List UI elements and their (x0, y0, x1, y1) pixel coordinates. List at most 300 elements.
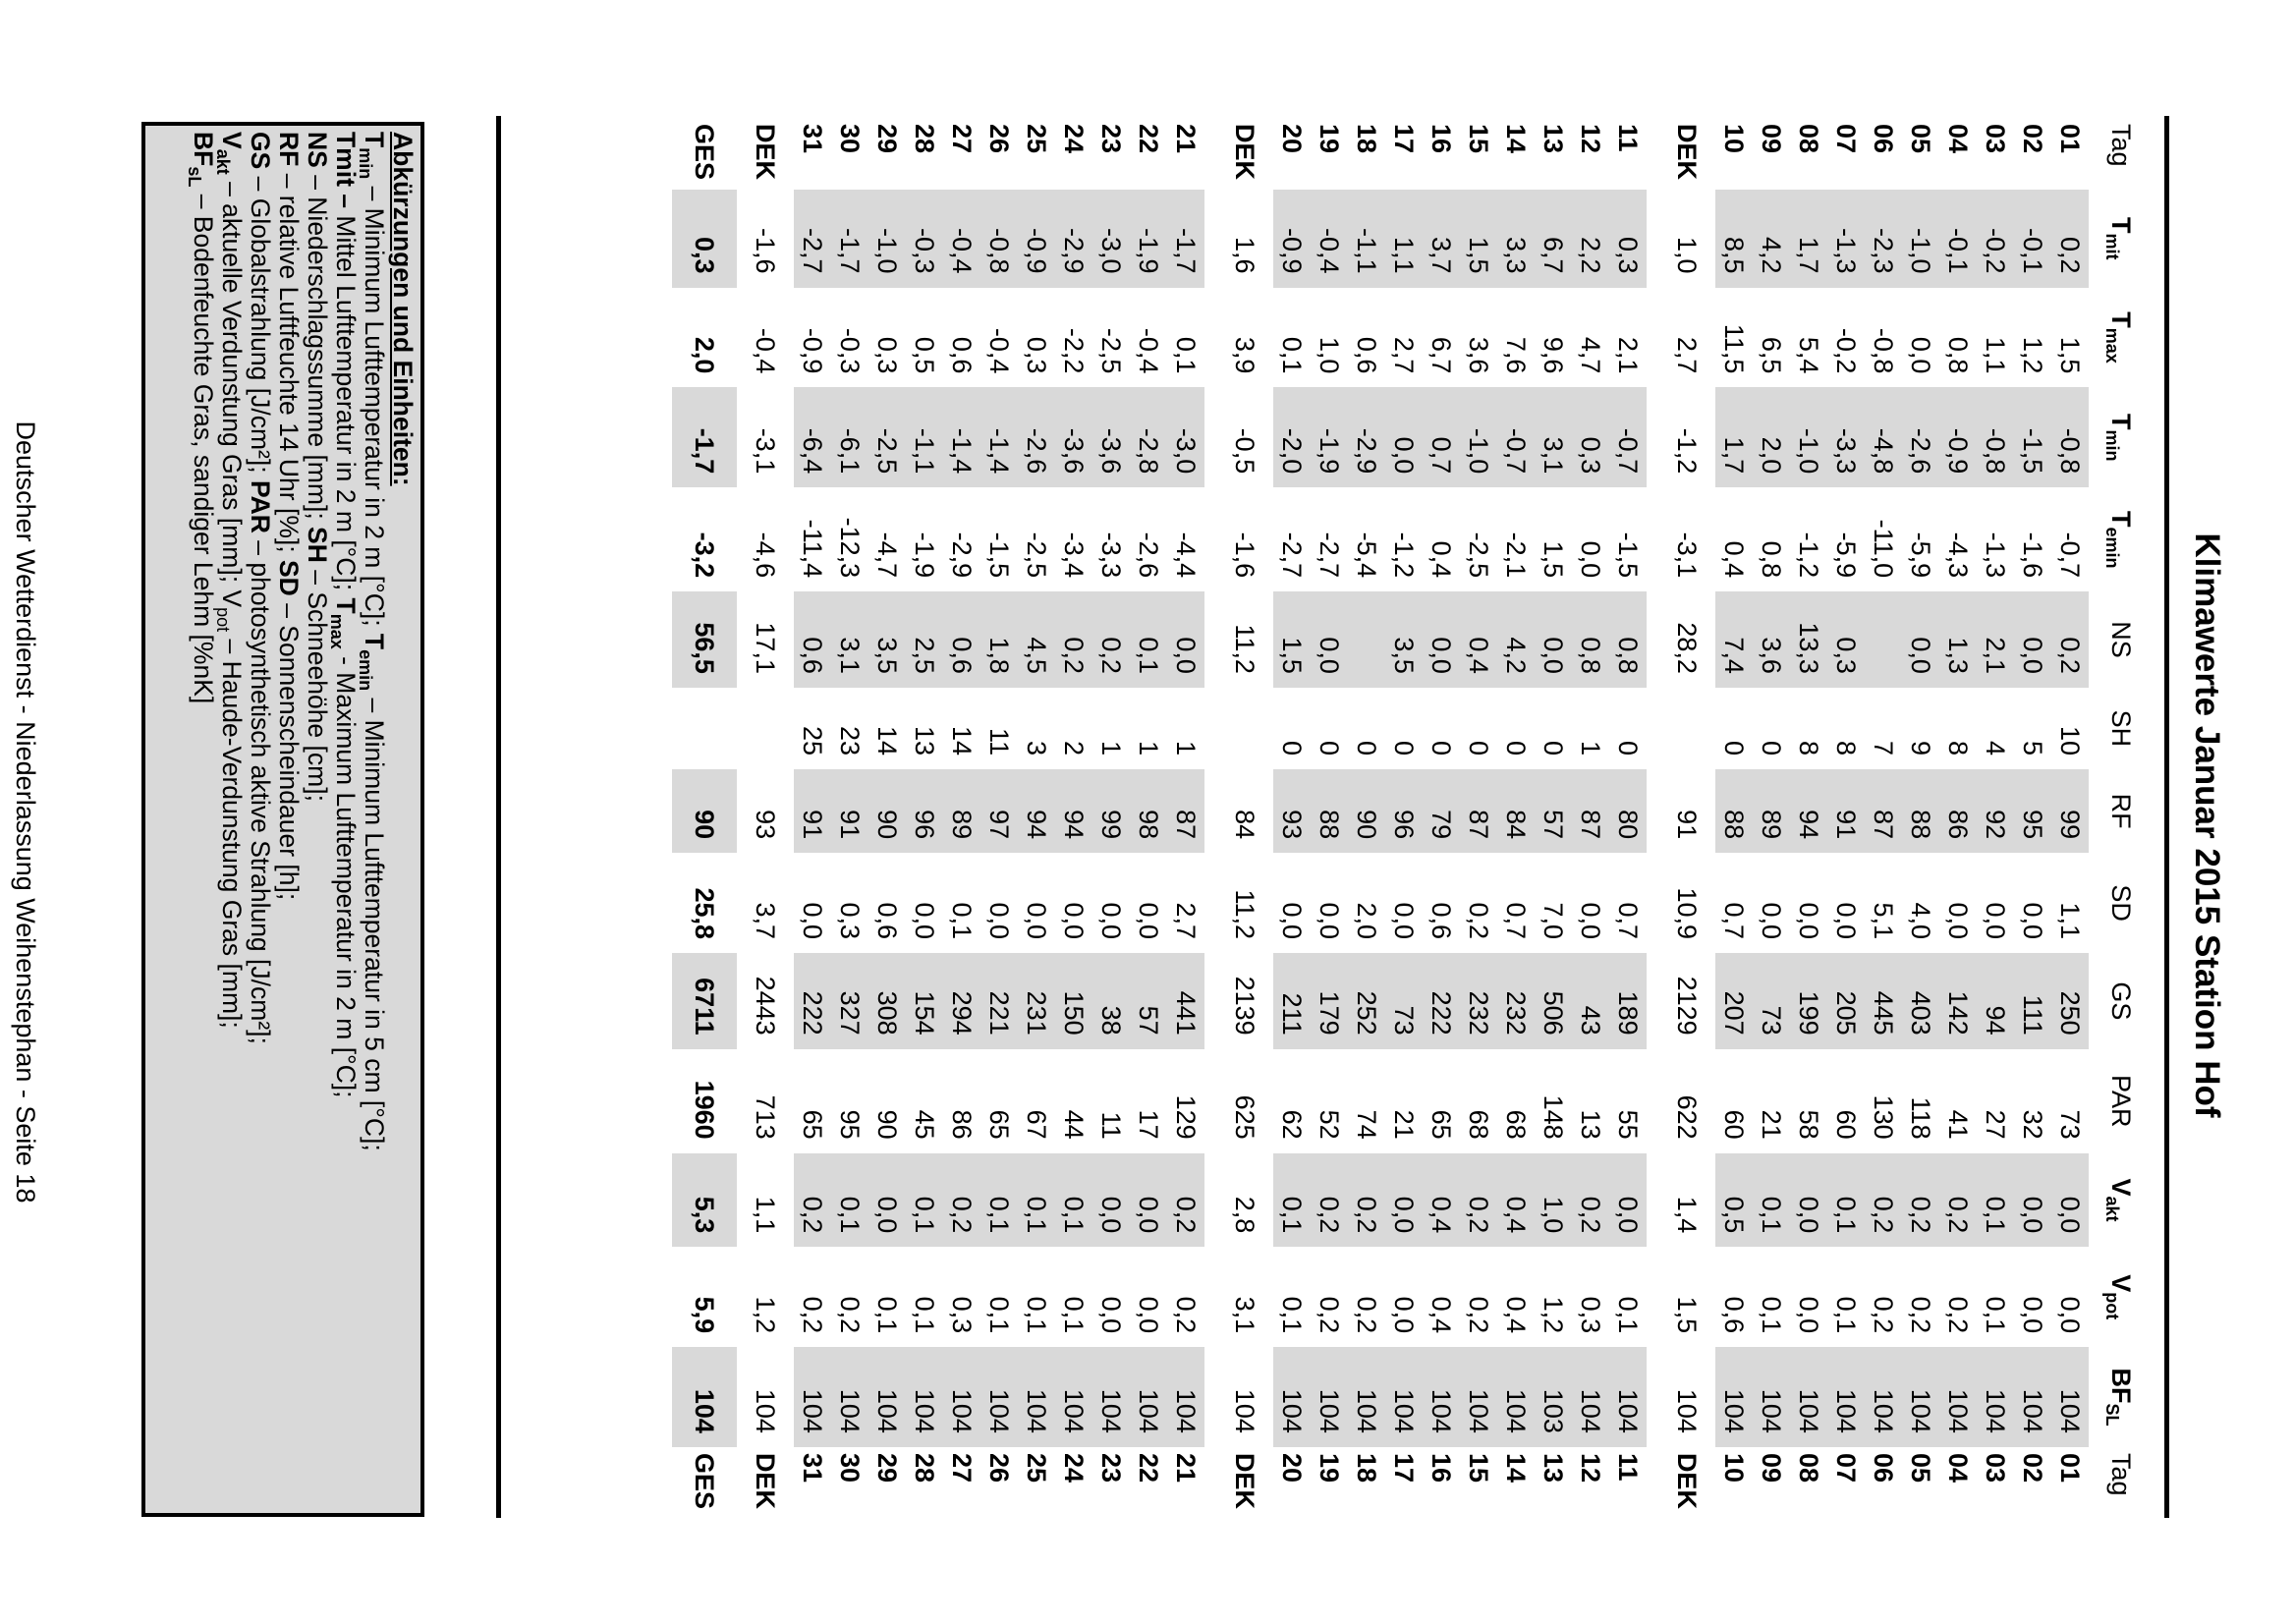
table-cell: 0 (1315, 740, 1344, 756)
table-cell: 3,1 (831, 591, 868, 688)
table-cell: 0,0 (1576, 902, 1605, 940)
table-cell: 0,4 (1719, 540, 1749, 579)
table-cell: -2,9 (947, 532, 977, 579)
table-row (1130, 116, 1167, 1525)
table-cell: 0,6 (794, 591, 831, 688)
table-cell: 0,7 (1719, 902, 1749, 940)
table-cell: 222 (794, 953, 831, 1049)
table-cell: 0,0 (1092, 1153, 1130, 1248)
table-cell: 0 (1719, 740, 1749, 756)
table-cell: 0,0 (1311, 591, 1348, 688)
table-cell: -5,4 (1352, 532, 1381, 579)
table-cell: 222 (1423, 953, 1460, 1049)
table-cell: -3,4 (1059, 532, 1089, 579)
table-cell: 84 (1497, 769, 1535, 853)
table-cell: 104 (1939, 1347, 1977, 1447)
top-rule (2164, 116, 2169, 1518)
table-cell: 0,1 (1277, 336, 1307, 374)
col-header-tmit: $T_{mit}$ (2102, 216, 2136, 260)
table-cell: 0,3 (1576, 1296, 1605, 1334)
table-cell: 0,8 (1757, 540, 1786, 579)
cell-tag: 03 (1981, 124, 2010, 154)
table-cell: 73 (1753, 953, 1790, 1049)
cell-tag: 13 (1539, 124, 1568, 154)
table-cell: 0,2 (1352, 1296, 1381, 1334)
table-cell: 0,3 (872, 336, 902, 374)
table-cell: -3,0 (1167, 387, 1210, 487)
table-cell: 14 (872, 725, 902, 756)
table-cell: 211 (1273, 953, 1311, 1049)
table-cell: 0,0 (2018, 1296, 2047, 1334)
table-cell: 0,1 (1055, 1153, 1092, 1248)
cell-tag: 11 (1609, 116, 1652, 190)
table-cell: 1,8 (980, 591, 1018, 688)
table-cell: 1 (1134, 740, 1163, 756)
legend-line-1: $T_{min}$ – Minimum Lufttemperatur in 2 m [°C]; $T_{emin}$ – Minimum Lufttemperatur in 5 cm [°C]; (356, 132, 389, 1151)
table-cell: 0,4 (1501, 1296, 1531, 1334)
table-cell: 1,5 (2055, 336, 2085, 374)
cell-tag: 21 (1167, 116, 1210, 190)
table-cell: 1960 (690, 1080, 719, 1140)
table-cell: -2,8 (1130, 387, 1167, 487)
table-cell: 94 (1055, 769, 1092, 853)
cell-tag-right: 12 (1576, 1452, 1605, 1483)
table-cell: 0,0 (1794, 902, 1823, 940)
table-cell: 142 (1939, 953, 1977, 1049)
table-cell: 3,3 (1497, 190, 1535, 288)
table-cell: 0,0 (1385, 387, 1423, 487)
table-cell: 0,1 (1757, 1296, 1786, 1334)
table-cell: -3,6 (1055, 387, 1092, 487)
table-cell: 0,0 (1943, 902, 1973, 940)
table-cell: 21 (1757, 1109, 1786, 1140)
cell-tag: 26 (984, 124, 1014, 154)
table-row (1790, 116, 1827, 1525)
table-cell: 5,3 (672, 1153, 737, 1248)
table-cell: -0,9 (798, 327, 827, 374)
table-cell: 0,0 (1902, 591, 1939, 688)
cell-tag: 28 (910, 124, 939, 154)
table-cell: -1,0 (1790, 387, 1827, 487)
table-cell: 0,2 (1311, 1153, 1348, 1248)
table-cell: 0,2 (798, 1296, 827, 1334)
table-cell: -4,4 (1167, 487, 1210, 591)
table-cell: 79 (1423, 769, 1460, 853)
table-cell: 179 (1311, 953, 1348, 1049)
table-cell: 10,9 (1672, 887, 1702, 940)
table-cell: 23 (835, 725, 865, 756)
col-header-tmax: $T_{max}$ (2102, 311, 2136, 364)
table-cell: 0,4 (1427, 540, 1456, 579)
table-cell: -3,3 (1096, 532, 1126, 579)
table-cell: 13,3 (1790, 591, 1827, 688)
table-cell: -1,7 (672, 387, 737, 487)
cell-tag: GES (690, 124, 719, 181)
cell-tag: 18 (1352, 124, 1381, 154)
table-cell: 625 (1230, 1094, 1259, 1140)
table-cell: 0,2 (943, 1153, 980, 1248)
table-cell: 90 (868, 769, 906, 853)
table-cell: 3,1 (1230, 1296, 1259, 1334)
table-cell: 14 (947, 725, 977, 756)
table-cell: -1,9 (1130, 190, 1167, 288)
table-cell: -12,3 (835, 517, 865, 579)
table-cell: 0,0 (1831, 902, 1861, 940)
table-cell: 104 (1311, 1347, 1348, 1447)
table-cell: -0,7 (1497, 387, 1535, 487)
cell-tag: 16 (1427, 124, 1456, 154)
table-cell: 232 (1460, 953, 1497, 1049)
table-cell: 68 (1464, 1109, 1493, 1140)
table-row (1609, 116, 1652, 1525)
cell-tag-right: 15 (1464, 1452, 1493, 1483)
table-cell: 0,0 (1790, 1153, 1827, 1248)
table-cell: 58 (1794, 1109, 1823, 1140)
table-cell: 27 (1981, 1109, 2010, 1140)
table-cell: 73 (1385, 953, 1423, 1049)
table-cell: 0,2 (1869, 1296, 1898, 1334)
table-cell: 713 (751, 1094, 780, 1140)
table-cell: 94 (1790, 769, 1827, 853)
table-cell: -1,9 (910, 532, 939, 579)
table-cell: 0,2 (1055, 591, 1092, 688)
table-cell: -0,2 (1977, 190, 2014, 288)
table-cell: 73 (2055, 1109, 2085, 1140)
table-cell: 1,5 (1273, 591, 1311, 688)
table-row (1018, 116, 1055, 1525)
table-cell: -11,4 (798, 519, 827, 579)
table-row (1535, 116, 1572, 1525)
table-cell: 0,4 (1497, 1153, 1535, 1248)
table-cell: 111 (2014, 953, 2051, 1049)
table-cell: 0,0 (1423, 591, 1460, 688)
table-cell: -3,6 (1092, 387, 1130, 487)
table-cell: 622 (1672, 1094, 1702, 1140)
table-cell: 3,9 (1230, 336, 1259, 374)
table-cell: 92 (1977, 769, 2014, 853)
table-cell: -1,4 (980, 387, 1018, 487)
cell-tag-right: 06 (1869, 1452, 1898, 1483)
table-cell: 0,6 (1427, 902, 1456, 940)
cell-tag-right: 20 (1277, 1452, 1307, 1483)
table-cell: 2 (1059, 740, 1089, 756)
table-cell: 0,0 (2018, 902, 2047, 940)
cell-tag-right: 28 (910, 1452, 939, 1483)
table-cell: 0,1 (1167, 288, 1210, 388)
col-header-temin: $T_{emin}$ (2102, 510, 2136, 569)
table-cell: 2,1 (1977, 591, 2014, 688)
table-cell: 0,0 (1134, 1296, 1163, 1334)
table-cell: 104 (1018, 1347, 1055, 1447)
table-cell: 0,0 (1794, 1296, 1823, 1334)
table-row (1423, 116, 1460, 1525)
table-cell: 0,1 (831, 1153, 868, 1248)
table-cell: 0,1 (906, 1153, 943, 1248)
table-cell: -1,6 (2018, 532, 2047, 579)
table-cell: 2,2 (1572, 190, 1609, 288)
page-footer: Deutscher Wetterdienst - Niederlassung Weihenstephan - Seite 18 (11, 420, 40, 1204)
table-cell: 104 (1753, 1347, 1790, 1447)
table-cell: 0,0 (1167, 591, 1210, 688)
cell-tag: 25 (1022, 124, 1051, 154)
table-cell: -1,3 (1827, 190, 1865, 288)
legend-line-4: RF – relative Luftfeuchte 14 Uhr [%]; SD – Sonnenscheindauer [h]; (274, 132, 304, 901)
table-cell: 104 (751, 1388, 780, 1433)
table-cell: 28,2 (1672, 622, 1702, 674)
cell-tag: 06 (1869, 124, 1898, 154)
table-cell: 6,7 (1535, 190, 1572, 288)
table-cell: 1,1 (1981, 336, 2010, 374)
table-cell: 4 (1981, 740, 2010, 756)
table-cell: 90 (1348, 769, 1385, 853)
table-cell: 0,4 (1423, 1153, 1460, 1248)
table-cell: 68 (1501, 1109, 1531, 1140)
table-cell: -2,5 (1464, 532, 1493, 579)
cell-tag-right: GES (690, 1452, 719, 1509)
table-cell: 0,0 (798, 902, 827, 940)
table-cell: 294 (943, 953, 980, 1049)
bottom-rule (496, 116, 501, 1518)
table-cell: 0,2 (1315, 1296, 1344, 1334)
table-cell: 0,2 (1464, 1296, 1493, 1334)
cell-tag-right: 10 (1719, 1452, 1749, 1483)
table-cell: 0,0 (1385, 1153, 1423, 1248)
table-cell: 0,6 (943, 591, 980, 688)
table-row (1715, 116, 1753, 1525)
table-cell: -0,5 (1230, 427, 1259, 475)
table-cell: -0,1 (1939, 190, 1977, 288)
legend-line-5: GS – Globalstrahlung [J/cm²]; PAR – photosynthetisch aktive Strahlung [J/cm²]; (246, 132, 275, 1044)
table-cell: 0,1 (910, 1296, 939, 1334)
table-cell: 104 (1460, 1347, 1497, 1447)
table-cell: 17 (1134, 1109, 1163, 1140)
cell-tag-right: 30 (835, 1452, 865, 1483)
table-cell: 2,0 (1753, 387, 1790, 487)
table-row (1977, 116, 2014, 1525)
table-cell: -2,6 (1134, 532, 1163, 579)
table-cell: 4,2 (1753, 190, 1790, 288)
table-row (1497, 116, 1535, 1525)
table-cell: 231 (1018, 953, 1055, 1049)
table-cell: 154 (906, 953, 943, 1049)
table-cell: 0,1 (1981, 1296, 2010, 1334)
cell-tag-right: 13 (1539, 1452, 1568, 1483)
table-cell: 441 (1167, 953, 1210, 1049)
table-header-row (2089, 116, 2154, 1525)
table-cell: -1,0 (868, 190, 906, 288)
cell-tag: 30 (835, 124, 865, 154)
cell-tag: 24 (1059, 124, 1089, 154)
table-cell: 0,0 (1096, 1296, 1126, 1334)
table-cell: 32 (2018, 1109, 2047, 1140)
cell-tag: 23 (1096, 124, 1126, 154)
table-cell: 93 (751, 810, 780, 840)
table-cell: -1,2 (1794, 532, 1823, 579)
table-cell: 11,5 (1719, 323, 1749, 374)
table-cell: 403 (1902, 953, 1939, 1049)
table-cell: 90 (672, 769, 737, 853)
table-cell: 1,2 (2018, 336, 2047, 374)
table-cell: 65 (798, 1109, 827, 1140)
table-row (1385, 116, 1423, 1525)
cell-tag: DEK (1230, 124, 1259, 181)
table-cell: 0,0 (2014, 1153, 2051, 1248)
table-cell: 0,0 (1535, 591, 1572, 688)
cell-tag-right: 16 (1427, 1452, 1456, 1483)
col-header-vpot: $V_{pot}$ (2102, 1274, 2136, 1320)
table-cell: 118 (1906, 1096, 1935, 1140)
table-cell: 17,1 (751, 622, 780, 674)
table-row (1865, 116, 1902, 1525)
table-cell: 1,1 (2055, 902, 2085, 940)
table-cell: 0,2 (1902, 1153, 1939, 1248)
table-cell: 13 (1576, 1109, 1605, 1140)
table-cell: -0,8 (2051, 387, 2089, 487)
cell-tag-right: DEK (1672, 1452, 1702, 1509)
table-cell: 89 (1753, 769, 1790, 853)
cell-tag-right: 17 (1389, 1452, 1419, 1483)
table-cell: -1,6 (751, 228, 780, 274)
table-cell: 252 (1348, 953, 1385, 1049)
table-cell: 0 (1464, 740, 1493, 756)
table-cell: -0,9 (1939, 387, 1977, 487)
table-cell: -1,5 (984, 532, 1014, 579)
table-cell: 88 (1902, 769, 1939, 853)
table-cell: 0,4 (1427, 1296, 1456, 1334)
table-cell: 506 (1535, 953, 1572, 1049)
table-cell: 199 (1790, 953, 1827, 1049)
table-cell: 1,1 (751, 1196, 780, 1234)
table-cell: 0,0 (1906, 336, 1935, 374)
table-cell: 104 (1902, 1347, 1939, 1447)
table-cell: 3,5 (868, 591, 906, 688)
table-cell: -1,2 (1389, 532, 1419, 579)
table-cell: 0 (1427, 740, 1456, 756)
table-cell: 0,0 (1059, 902, 1089, 940)
table-cell: -2,5 (868, 387, 906, 487)
table-cell: 3,1 (1535, 387, 1572, 487)
cell-tag: 17 (1389, 124, 1419, 154)
table-cell: -0,7 (1609, 387, 1652, 487)
table-cell: 88 (1311, 769, 1348, 853)
table-cell: -0,4 (1134, 327, 1163, 374)
table-cell: 3,7 (1423, 190, 1460, 288)
table-cell: -0,3 (906, 190, 943, 288)
table-cell: 0,0 (868, 1153, 906, 1248)
table-row (980, 116, 1018, 1525)
cell-tag: 09 (1757, 124, 1786, 154)
table-cell: 0,0 (1576, 540, 1605, 579)
table-cell: -2,5 (1096, 327, 1126, 374)
table-cell: 6,7 (1427, 336, 1456, 374)
table-cell: 8,5 (1715, 190, 1753, 288)
table-cell: 0,1 (1059, 1296, 1089, 1334)
table-cell: -4,8 (1865, 387, 1902, 487)
table-cell: 0,0 (1277, 902, 1307, 940)
table-cell: 45 (910, 1109, 939, 1140)
legend-heading: Abkürzungen und Einheiten: (388, 132, 418, 486)
col-header-vakt: $V_{akt}$ (2102, 1178, 2136, 1222)
table-cell: -2,7 (794, 190, 831, 288)
table-cell: 2,7 (1389, 336, 1419, 374)
table-cell: 104 (1130, 1347, 1167, 1447)
cell-tag-right: 24 (1059, 1452, 1089, 1483)
cell-tag: 12 (1576, 124, 1605, 154)
table-cell: -2,6 (1902, 387, 1939, 487)
table-cell: 104 (980, 1347, 1018, 1447)
table-cell: 104 (1423, 1347, 1460, 1447)
table-cell: 0,0 (1609, 1153, 1652, 1248)
cell-tag-right: 31 (798, 1452, 827, 1483)
legend-line-6: $V_{akt}$ – aktuelle Verdunstung Gras [mm]; $V_{pot}$ – Haude-Verdunstung Gras [mm]; (213, 132, 247, 1029)
table-cell: 1,0 (1315, 336, 1344, 374)
table-cell: 87 (1167, 769, 1210, 853)
col-header-ns: NS (2106, 621, 2136, 658)
cell-tag-right: 04 (1943, 1452, 1973, 1483)
table-cell: 1,0 (1535, 1153, 1572, 1248)
cell-tag-right: 19 (1315, 1452, 1344, 1483)
table-cell: 0 (1539, 740, 1568, 756)
table-cell: 8 (1794, 740, 1823, 756)
table-cell: 250 (2051, 953, 2089, 1049)
table-cell: -4,7 (872, 532, 902, 579)
table-cell: 11,2 (1230, 889, 1259, 940)
cell-tag: 20 (1277, 124, 1307, 154)
table-row (1902, 116, 1939, 1525)
table-cell: 0,0 (984, 902, 1014, 940)
table-cell: -0,4 (943, 190, 980, 288)
table-row (906, 116, 943, 1525)
table-cell: -0,9 (1273, 190, 1311, 288)
table-cell: -2,9 (1348, 387, 1385, 487)
table-cell: -3,2 (690, 532, 719, 579)
table-cell: 57 (1535, 769, 1572, 853)
table-cell: 2,1 (1609, 288, 1652, 388)
cell-tag: 02 (2018, 124, 2047, 154)
table-cell: -2,9 (1055, 190, 1092, 288)
table-cell: 232 (1497, 953, 1535, 1049)
table-cell: -2,6 (1018, 387, 1055, 487)
table-cell: 104 (672, 1347, 737, 1447)
table-cell: 60 (1831, 1109, 1861, 1140)
table-cell: 94 (1018, 769, 1055, 853)
table-row (831, 116, 868, 1525)
table-cell: -1,1 (906, 387, 943, 487)
table-cell: -6,1 (831, 387, 868, 487)
table-cell: 6711 (672, 953, 737, 1049)
table-cell: 3,5 (1385, 591, 1423, 688)
table-cell: 104 (868, 1347, 906, 1447)
table-cell: -0,4 (1311, 190, 1348, 288)
table-cell: -1,1 (1348, 190, 1385, 288)
table-cell: -3,3 (1827, 387, 1865, 487)
climate-table (672, 116, 2154, 1525)
table-cell: 0,3 (1572, 387, 1609, 487)
table-cell: 5,9 (690, 1296, 719, 1334)
table-cell: 38 (1092, 953, 1130, 1049)
table-cell: 5,1 (1869, 902, 1898, 940)
table-cell: 2,5 (906, 591, 943, 688)
col-header-gs: GS (2106, 981, 2136, 1021)
cell-tag: DEK (751, 124, 780, 181)
table-cell: 0,6 (947, 336, 977, 374)
cell-tag-right: 07 (1831, 1452, 1861, 1483)
table-cell: 207 (1715, 953, 1753, 1049)
col-header-tmin: $T_{min}$ (2102, 414, 2136, 462)
table-cell: 104 (1385, 1347, 1423, 1447)
table-cell: 0,0 (910, 902, 939, 940)
cell-tag: 29 (872, 124, 902, 154)
